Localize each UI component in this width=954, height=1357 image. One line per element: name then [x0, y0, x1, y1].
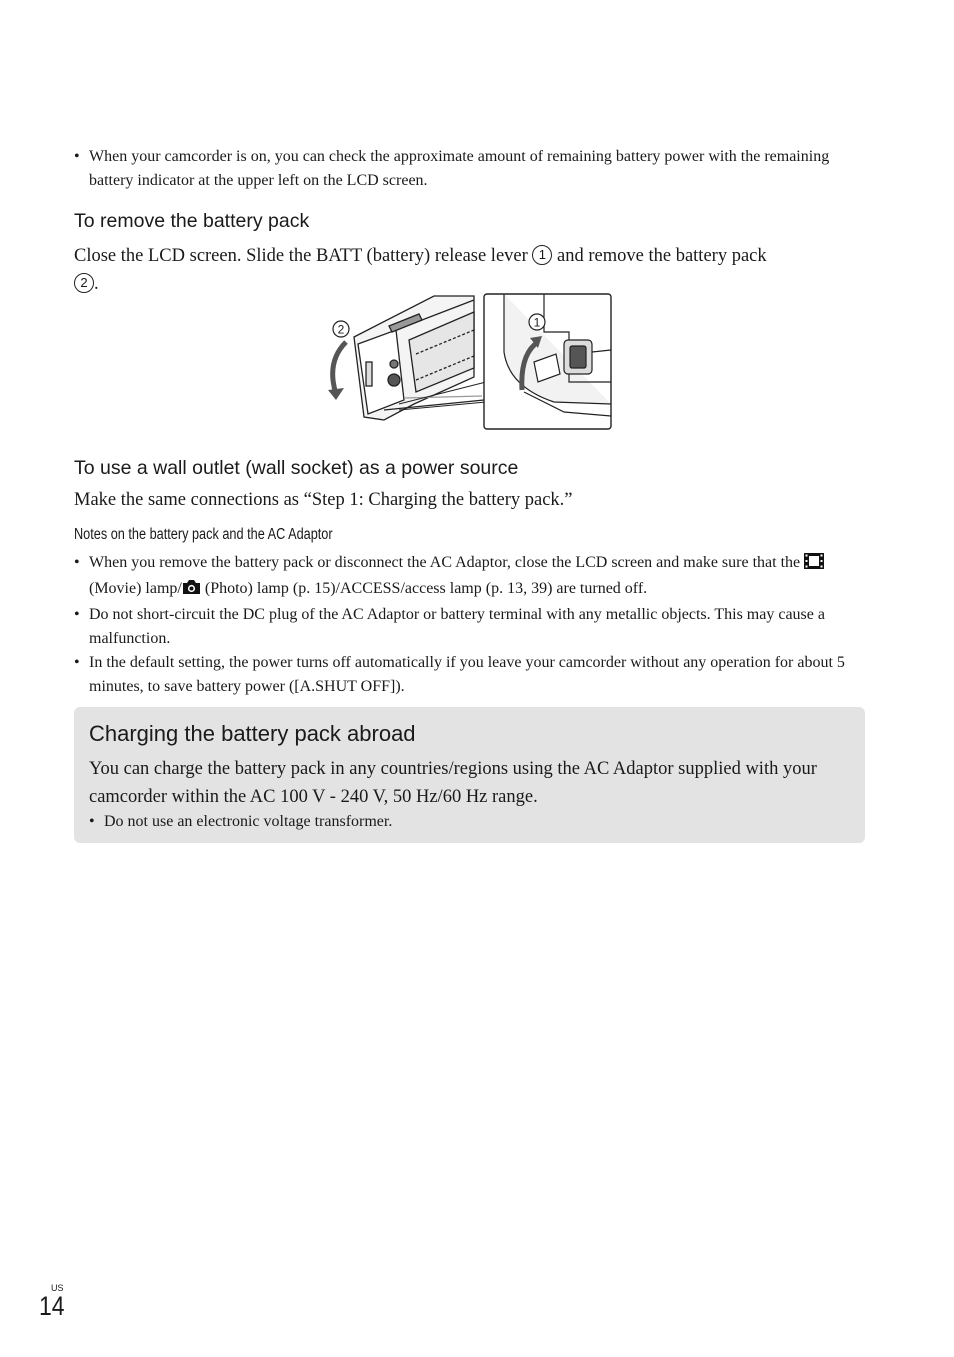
wall-heading: To use a wall outlet (wall socket) as a power source [74, 457, 519, 479]
note-item [74, 551, 864, 603]
abroad-text: You can charge the battery pack in any countries/regions using the AC Adaptor supplied with your camcorder within the AC 100 V - 240 V, 50 Hz/60 Hz range. [89, 759, 817, 807]
remove-instructions [74, 242, 874, 298]
notes-list [74, 551, 864, 699]
note-1-text-a: When you remove the battery pack or disconnect the AC Adaptor, close the LCD screen and make sure that the [89, 554, 801, 571]
page-number: 14 [39, 1291, 65, 1321]
figure-label-2: 2 [337, 322, 345, 337]
marker-1: 1 [532, 245, 552, 265]
note-1-text-c: (Photo) lamp (p. 15)/ACCESS/access lamp (p. 13, 39) are turned off. [204, 580, 648, 597]
movie-icon [804, 553, 824, 577]
photo-camera-icon [182, 579, 201, 603]
note-1-text-b: (Movie) lamp/ [89, 580, 182, 597]
note-item: • Do not short-circuit the DC plug of the AC Adaptor or battery terminal with any metallic objects. This may cause a malfunction. [74, 603, 864, 651]
notes-heading: Notes on the battery pack and the AC Adaptor [74, 526, 333, 543]
remove-text-part2: and remove the battery pack [557, 246, 767, 266]
top-note-list [74, 145, 874, 193]
remove-heading: To remove the battery pack [74, 210, 310, 232]
abroad-note-list [89, 810, 854, 834]
camcorder-drawing [324, 292, 614, 432]
wall-text: Make the same connections as “Step 1: Charging the battery pack.” [74, 490, 573, 510]
top-note: • When your camcorder is on, you can check the approximate amount of remaining battery power with the remaining battery indicator at the upper left on the LCD screen. [74, 145, 874, 193]
battery-removal-illustration [324, 292, 614, 432]
figure-label-1: 1 [533, 315, 541, 330]
remove-text-end: . [94, 274, 99, 294]
abroad-heading: Charging the battery pack abroad [89, 721, 416, 746]
abroad-info-box [74, 707, 865, 843]
marker-2: 2 [74, 273, 94, 293]
remove-text-part1: Close the LCD screen. Slide the BATT (battery) release lever [74, 246, 528, 266]
abroad-note: • Do not use an electronic voltage transformer. [89, 810, 854, 834]
note-item: • In the default setting, the power turns off automatically if you leave your camcorder without any operation for about 5 minutes, to save battery power ([A.SHUT OFF]). [74, 651, 864, 699]
region-code: US [51, 1283, 64, 1293]
